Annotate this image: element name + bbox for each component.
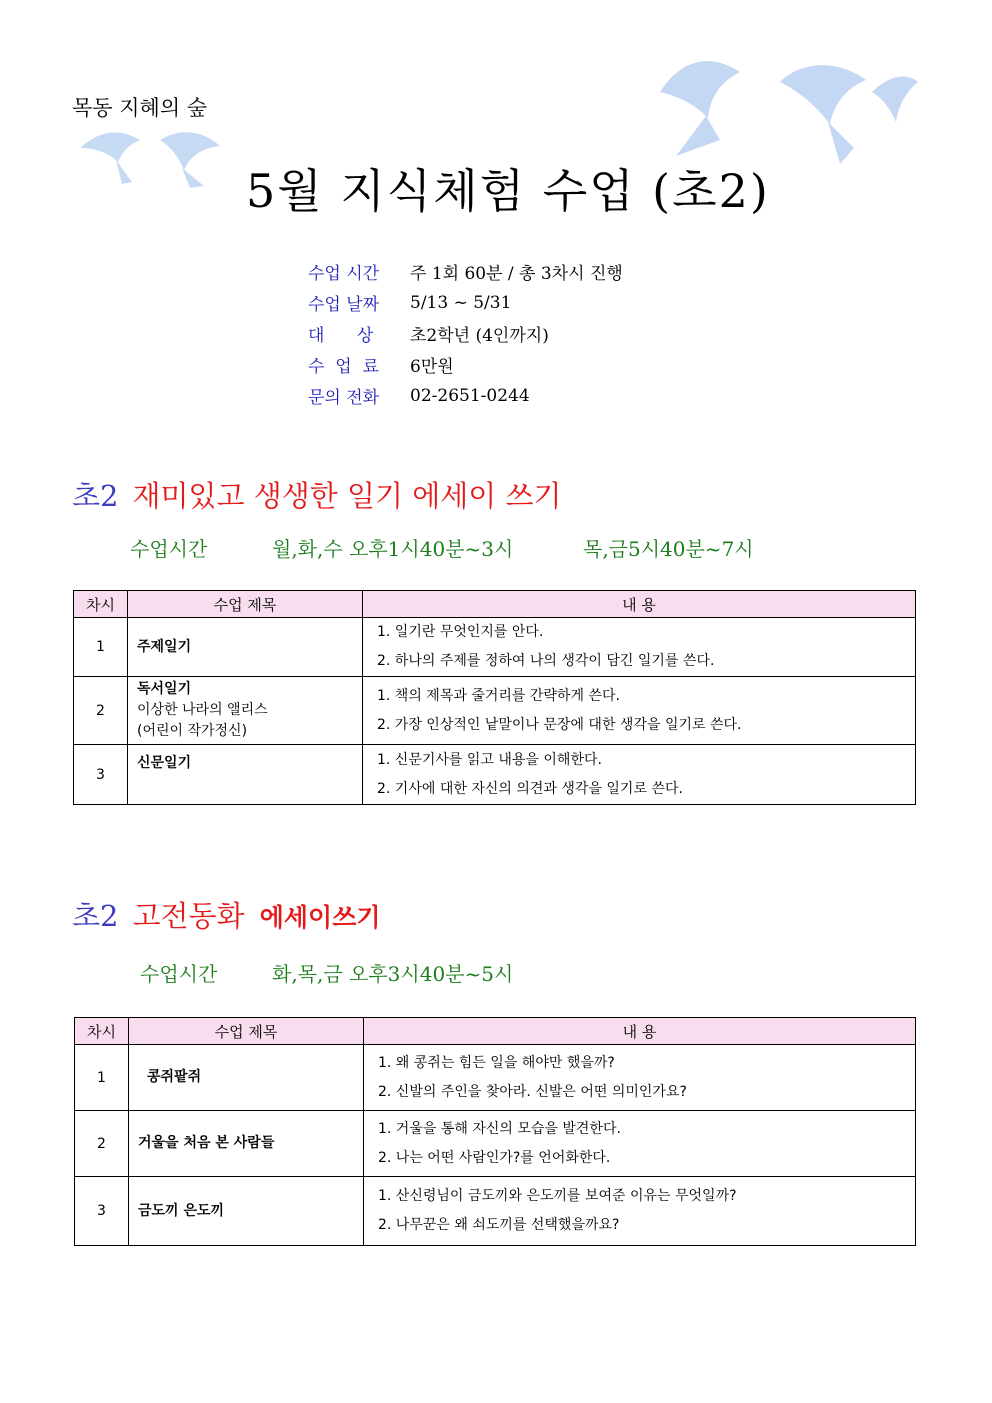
content-cell <box>364 1111 916 1177</box>
table-row <box>74 745 916 805</box>
table-header-row <box>75 1018 916 1045</box>
info-label: 수 업 료 <box>308 357 379 377</box>
section1-time-label: 수업시간 <box>130 537 208 561</box>
section1-time-b: 목,금5시40분~7시 <box>583 537 754 561</box>
table-header-row <box>74 591 916 618</box>
subject-publisher: (어린이 작가정신) <box>137 723 248 739</box>
subject-title: 독서일기 <box>137 681 192 697</box>
session-number: 2 <box>74 677 128 745</box>
content-line: 2. 신발의 주인을 찾아라. 신발은 어떤 의미인가요? <box>378 1083 687 1100</box>
subject-title: 콩쥐팥쥐 <box>147 1069 202 1085</box>
section1-grade: 초2 <box>72 479 119 513</box>
session-number: 2 <box>75 1111 129 1177</box>
subject-cell <box>129 1045 364 1111</box>
session-number: 3 <box>75 1177 129 1246</box>
section1-time-a: 월,화,수 오후1시40분~3시 <box>272 537 514 561</box>
session-number: 1 <box>74 618 128 677</box>
table-row <box>74 677 916 745</box>
subject-book: 이상한 나라의 앨리스 <box>137 702 268 718</box>
organization-name: 목동 지혜의 숲 <box>72 96 208 120</box>
subject-title: 신문일기 <box>137 755 192 771</box>
page-title: 5월 지식체험 수업 (초2) <box>246 164 770 218</box>
section2-title-bold: 에세이쓰기 <box>259 903 381 932</box>
table-row <box>75 1111 916 1177</box>
content-line: 2. 나무꾼은 왜 쇠도끼를 선택했을까요? <box>378 1217 620 1233</box>
info-row-time <box>308 256 623 287</box>
content-line: 1. 거울을 통해 자신의 모습을 발견한다. <box>378 1120 621 1137</box>
section2-time-a: 화,목,금 오후3시40분~5시 <box>272 962 514 986</box>
subject-title: 주제일기 <box>137 638 192 655</box>
subject-title: 금도끼 은도끼 <box>138 1202 225 1219</box>
subject-title: 거울을 처음 본 사람들 <box>138 1135 275 1151</box>
info-row-phone <box>308 380 623 411</box>
info-row-fee <box>308 349 623 380</box>
session-number: 1 <box>75 1045 129 1111</box>
info-label: 수업 날짜 <box>308 295 380 315</box>
info-label: 대 상 <box>308 326 374 346</box>
section1-title <box>72 474 562 515</box>
class-info <box>308 256 623 411</box>
content-cell <box>363 677 916 745</box>
section2-title <box>72 894 381 935</box>
subject-cell <box>128 618 363 677</box>
info-value: 초2학년 (4인까지) <box>410 326 549 346</box>
content-cell <box>363 745 916 805</box>
header-session: 차시 <box>75 1018 129 1045</box>
section2-table <box>74 1017 916 1246</box>
content-line: 1. 책의 제목과 줄거리를 간략하게 쓴다. <box>377 687 620 704</box>
section2-title-plain: 고전동화 <box>132 899 245 933</box>
header-subject: 수업 제목 <box>128 591 363 618</box>
info-value: 02-2651-0244 <box>410 385 530 406</box>
bird-decoration-right <box>640 52 920 172</box>
content-line: 2. 기사에 대한 자신의 의견과 생각을 일기로 쓴다. <box>377 780 683 797</box>
section1-table <box>73 590 916 805</box>
header-subject: 수업 제목 <box>129 1018 364 1045</box>
section1-title-text: 재미있고 생생한 일기 에세이 쓰기 <box>132 479 562 513</box>
content-line: 1. 왜 콩쥐는 힘든 일을 해야만 했을까? <box>378 1054 615 1071</box>
content-line: 1. 신문기사를 읽고 내용을 이해한다. <box>377 751 602 768</box>
section2-time-label: 수업시간 <box>140 962 218 986</box>
info-row-date <box>308 287 623 318</box>
header-session: 차시 <box>74 591 128 618</box>
content-line: 2. 가장 인상적인 낱말이나 문장에 대한 생각을 일기로 쓴다. <box>377 716 742 733</box>
section2-grade: 초2 <box>72 899 119 933</box>
table-row <box>75 1177 916 1246</box>
subject-cell <box>129 1177 364 1246</box>
content-line: 2. 하나의 주제를 정하여 나의 생각이 담긴 일기를 쓴다. <box>377 653 715 669</box>
content-line: 1. 일기란 무엇인지를 안다. <box>377 624 544 640</box>
header-content: 내 용 <box>363 591 916 618</box>
info-label: 문의 전화 <box>308 388 380 408</box>
info-value: 6만원 <box>410 357 454 377</box>
table-row <box>75 1045 916 1111</box>
info-row-target <box>308 318 623 349</box>
content-cell <box>364 1045 916 1111</box>
subject-cell <box>128 677 363 745</box>
subject-cell <box>129 1111 364 1177</box>
content-cell <box>363 618 916 677</box>
info-value: 주 1회 60분 / 총 3차시 진행 <box>410 264 623 284</box>
info-value: 5/13 ~ 5/31 <box>410 292 512 313</box>
content-line: 1. 산신령님이 금도끼와 은도끼를 보여준 이유는 무엇일까? <box>378 1188 737 1204</box>
header-content: 내 용 <box>364 1018 916 1045</box>
content-cell <box>364 1177 916 1246</box>
content-line: 2. 나는 어떤 사람인가?를 언어화한다. <box>378 1149 611 1166</box>
session-number: 3 <box>74 745 128 805</box>
info-label: 수업 시간 <box>308 264 380 284</box>
subject-cell <box>128 745 363 805</box>
table-row <box>74 618 916 677</box>
